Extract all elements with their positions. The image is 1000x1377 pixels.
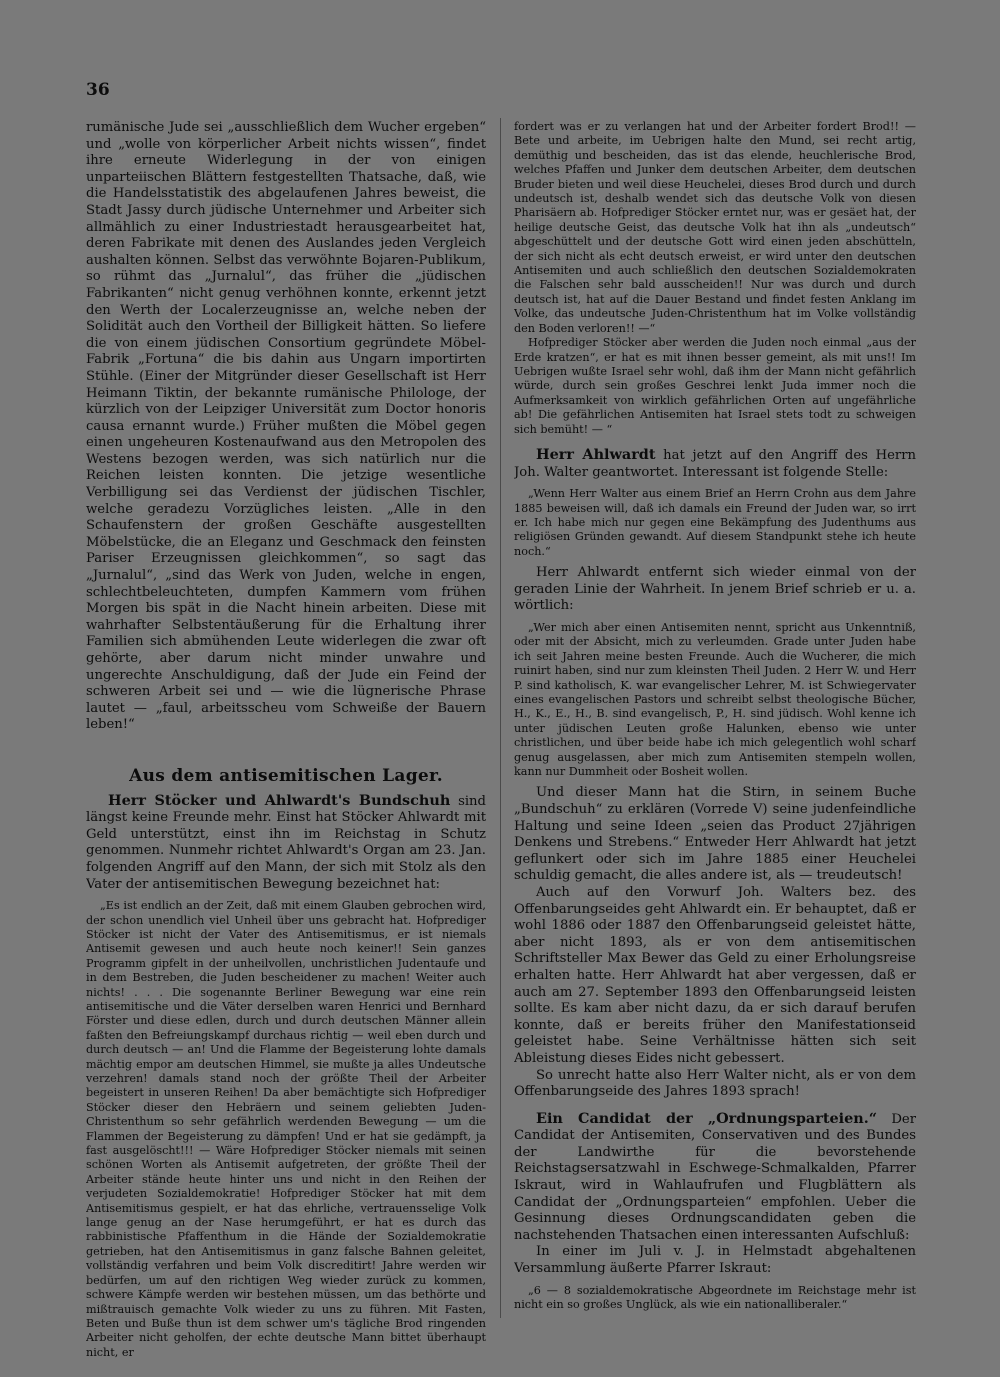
paragraph-text: Der Candidat der Antisemiten, Conservativen und des Bundes der Landwirthe für die bevorstehende Reichstagsersatzwahl in Eschwege-Schmalkalden, Pfarrer Iskraut, wird in Wahlaufrufen und Flugblättern als Candidat der „Ordnungsparteien“ empfohlen. Ueber die Gesinnung dieses Ordnungscandidaten geben die nachstehenden Thatsachen einen interessanten Aufschluß: xyxy=(514,1111,916,1243)
block-quote: „Wenn Herr Walter aus einem Brief an Herrn Crohn aus dem Jahre 1885 beweisen will, daß ich damals ein Freund der Juden war, so irrt er. Ich habe mich nur gegen eine Bekämpfung des Judenthums aus religiösen Gründen gewandt. Auf diesem Standpunkt stehe ich heute noch.“ xyxy=(514,487,916,558)
article-paragraph xyxy=(514,447,916,481)
article-paragraph: So unrecht hatte also Herr Walter nicht, als er von dem Offenbarungseide des Jahres 1893 sprach! xyxy=(514,1067,916,1100)
block-quote: „Es ist endlich an der Zeit, daß mit einem Glauben gebrochen wird, der schon unendlich viel Unheil über uns gebracht hat. Hofprediger Stöcker ist nicht der Vater des Antisemitismus, er ist niemals Antisemit gewesen und auch heute noch keiner!! Sein ganzes Programm gipfelt in der unheilvollen, unchristlichen Judentaufe und in dem Bestreben, die Juden bescheidener zu machen! Weiter auch nichts! . . . Die sogenannte Berliner Bewegung war eine rein antisemitische und die Väter derselben waren Henrici und Bernhard Förster und diese edlen, durch und durch deutschen Männer allein faßten den Befreiungskampf durchaus richtig — weil eben durch und durch deutsch — an! Und die Flamme der Begeisterung lohte damals mächtig empor am deutschen Himmel, sie mußte ja alles Undeutsche verzehren! damals stand noch der größte Theil der Arbeiter begeistert in unseren Reihen! Da aber bemächtigte sich Hofprediger Stöcker dieser den Hebräern und seinem geliebten Juden-Christenthum so sehr gefährlich werdenden Bewegung — um die Flammen der Begeisterung zu dämpfen! Und er hat sie gedämpft, ja fast ausgelöscht!!! — Wäre Hofprediger Stöcker niemals mit seinen schönen Worten als Antisemit aufgetreten, der größte Theil der Arbeiter stände heute hinter uns und nicht in den Reihen der verjudeten Sozialdemokratie! Hofprediger Stöcker hat mit dem Antisemitismus gespielt, er hat das ehrliche, vertrauensselige Volk lange genug an der Nase herumgeführt, er hat es durch das rabbinistische Pfaffenthum in die Hände der Sozialdemokratie getrieben, hat den Antisemitismus in ganz falsche Bahnen geleitet, vollständig verfahren und beim Volk discreditirt! Jahre werden wir bedürfen, um auf den richtigen Weg wieder zurück zu kommen, schwere Kämpfe werden wir bestehen müssen, um das bethörte und mißtrauisch gemachte Volk wieder zu uns zu führen. Mit Fasten, Beten und Buße thun ist dem schwer um's tägliche Brod ringenden Arbeiter nicht geholfen, der echte deutsche Mann bittet überhaupt nicht, er xyxy=(86,899,486,1359)
block-quote: „Wer mich aber einen Antisemiten nennt, spricht aus Unkenntniß, oder mit der Absicht, mich zu verleumden. Grade unter Juden habe ich seit Jahren meine besten Freunde. Auch die Wucherer, die mich ruinirt haben, sind nur zum kleinsten Theil Juden. 2 Herr W. und Herr P. sind katholisch, K. war evangelischer Lehrer, M. ist Schwiegervater eines evangelischen Pastors und schreibt selbst theologische Bücher, H., K., E., H., B. sind evangelisch, P., H. sind jüdisch. Wohl kenne ich unter jüdischen Leuten große Halunken, ebenso wie unter christlichen, und über beide habe ich mich gelegentlich wohl scharf genug ausgelassen, aber mich zum Antisemiten stempeln wollen, kann nur Dummheit oder Bosheit wollen. xyxy=(514,620,916,778)
article-paragraph: Herr Ahlwardt entfernt sich wieder einmal von der geraden Linie der Wahrheit. In jenem Brief schrieb er u. a. wörtlich: xyxy=(514,565,916,614)
sub-heading: Ein Candidat der „Ordnungsparteien.“ xyxy=(536,1109,878,1127)
right-column xyxy=(514,120,916,1360)
article-paragraph: rumänische Jude sei „ausschließlich dem Wucher ergeben“ und „wolle von körperlicher Arbeit nichts wissen“, findet ihre erneute Widerlegung in der von einigen unparteiischen Blättern festgestellten Thatsache, daß, wie die Handelsstatistik des abgelaufenen Jahres beweist, die Stadt Jassy durch jüdische Unternehmer und Arbeiter sich allmählich zu einer Industriestadt herausgearbeitet hat, deren Fabrikate mit denen des Auslandes jeden Vergleich aushalten können. Selbst das verwöhnte Bojaren-Publikum, so rühmt das „Jurnalul“, das früher die „jüdischen Fabrikanten“ nicht genug verhöhnen konnte, erkennt jetzt den Werth der Localerzeugnisse an, welche neben der Solidität auch den Vortheil der Billigkeit hätten. So liefere die von einem jüdischen Consortium gegründete Möbel-Fabrik „Fortuna“ die bis dahin aus Ungarn importirten Stühle. (Einer der Mitgründer dieser Gesellschaft ist Herr Heimann Tiktin, der bekannte rumänische Philologe, der kürzlich von der Leipziger Universität zum Doctor honoris causa ernannt wurde.) Früher mußten die Möbel gegen einen ungeheuren Kostenaufwand aus den Metropolen des Westens bezogen werden, was sich natürlich nur die Reichen leisten konnten. Die jetzige wesentliche Verbilligung sei das Verdienst der jüdischen Tischler, welche geradezu Vorzügliches leisten. „Alle in den Schaufenstern der großen Geschäfte ausgestellten Möbelstücke, die an Eleganz und Geschmack den feinsten Pariser Erzeugnissen gleichkommen“, so sagt das „Jurnalul“, „sind das Werk von Juden, welche in engen, schlechtbeleuchteten, dumpfen Kammern vom frühen Morgen bis spät in die Nacht hinein arbeiten. Diese mit wahrhafter Selbstentäußerung für die Erhaltung ihrer Familien sich abmühenden Leute widerlegen die zwar oft gehörte, aber darum nicht minder unwahre und ungerechte Anschuldigung, daß der Jude ein Feind der schweren Arbeit sei und — wie die lügnerische Phrase lautet — „faul, arbeitsscheu vom Schweiße der Bauern leben!“ xyxy=(86,120,486,733)
sub-heading: Herr Stöcker und Ahlwardt's Bundschuh xyxy=(108,791,451,809)
editorial-note: Hofprediger Stöcker aber werden die Juden noch einmal „aus der Erde kratzen“, er hat es mit ihnen besser gemeint, als mit uns!! Im Uebrigen wußte Israel sehr wohl, daß ihm der Mann nicht gefährlich würde, durch sein großes Geschrei lenkt Juda immer noch die Aufmerksamkeit von wirklich gefährlichen Orten auf ungefährliche ab! Die gefährlichen Antisemiten hat Israel stets todt zu schweigen sich bemüht! — “ xyxy=(514,336,916,436)
article-paragraph xyxy=(514,1111,916,1245)
article-paragraph: Und dieser Mann hat die Stirn, in seinem Buche „Bundschuh“ zu erklären (Vorrede V) seine judenfeindliche Haltung und seine Ideen „seien das Product 27jährigen Denkens und Strebens.“ Entweder Herr Ahlwardt hat jetzt geflunkert oder sich im Jahre 1885 einer Heuchelei schuldig gemacht, die alles andere ist, als — treudeutsch! xyxy=(514,785,916,884)
block-quote: fordert was er zu verlangen hat und der Arbeiter fordert Brod!! — Bete und arbeite, im Uebrigen halte den Mund, sei recht artig, demüthig und bescheiden, das ist das elende, heuchlerische Brod, welches Pfaffen und Junker dem deutschen Arbeiter, dem deutschen Bruder bieten und weil diese Heuchelei, dieses Brod durch und durch undeutsch ist, deshalb wendet sich das deutsche Volk von diesen Pharisäern ab. Hofprediger Stöcker erntet nur, was er gesäet hat, der heilige deutsche Geist, das deutsche Volk hat ihn als „undeutsch“ abgeschüttelt und der deutsche Gott wird einen jeden abschütteln, der sich nicht als echt deutsch erweist, er wird unter den deutschen Antisemiten und auch schließlich den deutschen Sozialdemokraten die Falschen sehr bald ausscheiden!! Nur was durch und durch deutsch ist, hat auf die Dauer Bestand und findet festen Anklang im Volke, das undeutsche Juden-Christenthum hat im Volke vollständig den Boden verloren!! —“ xyxy=(514,120,916,335)
block-quote: „6 — 8 sozialdemokratische Abgeordnete im Reichstage mehr ist nicht ein so großes Unglück, als wie ein nationalliberaler.“ xyxy=(514,1283,916,1312)
page-number: 36 xyxy=(86,80,110,100)
column-divider xyxy=(500,118,501,1318)
article-paragraph: In einer im Juli v. J. in Helmstadt abgehaltenen Versammlung äußerte Pfarrer Iskraut: xyxy=(514,1244,916,1277)
article-paragraph: Auch auf den Vorwurf Joh. Walters bez. des Offenbarungseides geht Ahlwardt ein. Er behauptet, daß er wohl 1886 oder 1887 den Offenbarungseid geleistet hätte, aber nicht 1893, als er von dem antisemitischen Schriftsteller Max Bewer das Geld zu einer Erholungsreise erhalten hatte. Herr Ahlwardt hat aber vergessen, daß er auch am 27. September 1893 den Offenbarungseid leisten sollte. Es kam aber nicht dazu, da er sich darauf berufen konnte, daß er bereits früher den Manifestationseid geleistet habe. Seine Verhältnisse hätten sich seit Ableistung dieses Eides nicht gebessert. xyxy=(514,884,916,1066)
sub-heading: Herr Ahlwardt xyxy=(536,445,656,463)
paragraph-text: sind längst keine Freunde mehr. Einst hat Stöcker Ahlwardt mit Geld unterstützt, einst ihn im Reichstag in Schutz genommen. Nunmehr richtet Ahlwardt's Organ am 23. Jan. folgenden Angriff auf den Mann, der sich mit Stolz als den Vater der antisemitischen Bewegung bezeichnet hat: xyxy=(86,793,486,892)
article-paragraph xyxy=(86,793,486,894)
left-column xyxy=(86,120,486,1360)
paragraph-text: hat jetzt auf den Angriff des Herrn Joh. Walter geantwortet. Interessant ist folgende Stelle: xyxy=(514,447,916,480)
section-heading: Aus dem antisemitischen Lager. xyxy=(129,765,443,786)
